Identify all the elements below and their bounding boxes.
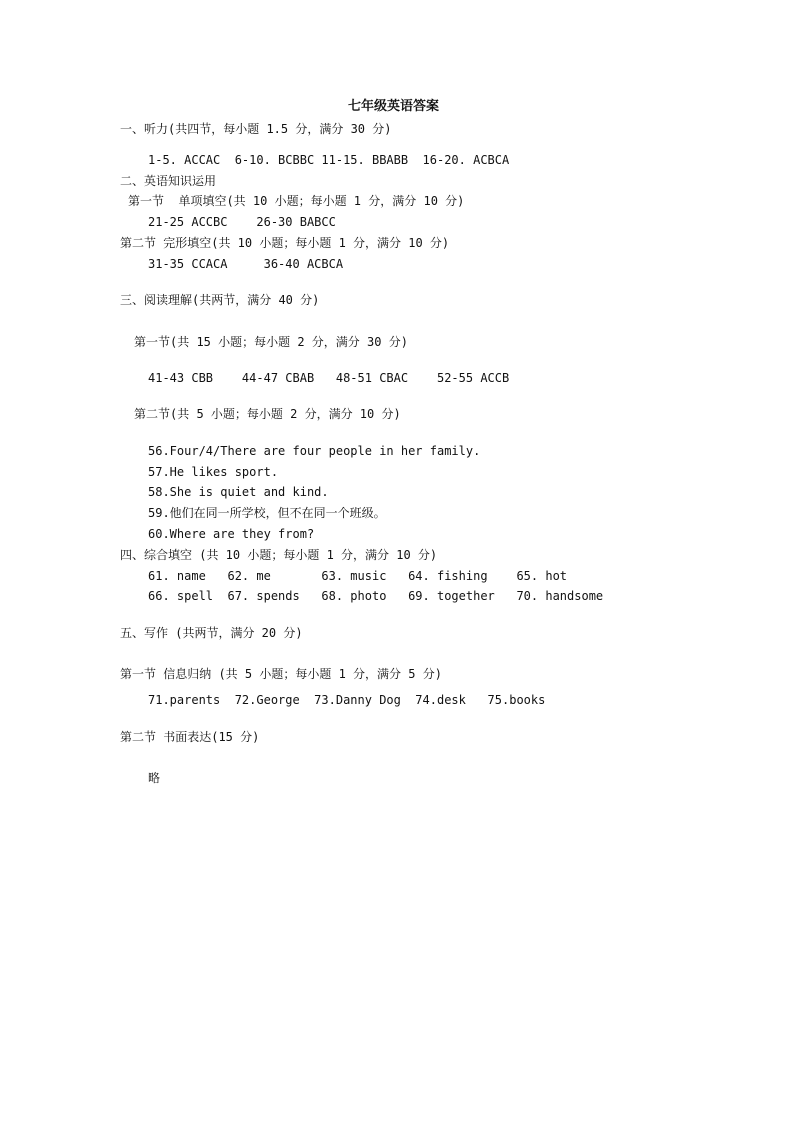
answer-line-71-75: 71.parents 72.George 73.Danny Dog 74.desk 75.books [148, 693, 546, 707]
answer-line-31-40: 31-35 CCACA 36-40 ACBCA [148, 257, 344, 271]
answer-line-1-20: 1-5. ACCAC 6-10. BCBBC 11-15. BBABB 16-20. ACBCA [148, 153, 510, 167]
document-title: 七年级英语答案 [348, 99, 440, 114]
section-fill-in-heading: 四、综合填空 (共 10 小题；每小题 1 分，满分 10 分) [120, 548, 438, 562]
subsection-cloze-heading: 第二节 完形填空(共 10 小题；每小题 1 分，满分 10 分) [120, 236, 450, 250]
answer-line-61-65: 61. name 62. me 63. music 64. fishing 65. hot [148, 569, 568, 583]
subsection-single-choice-heading: 第一节 单项填空(共 10 小题；每小题 1 分，满分 10 分) [128, 194, 465, 208]
written-expression-answer: 略 [148, 771, 161, 785]
section-listening-heading: 一、听力(共四节，每小题 1.5 分，满分 30 分) [120, 122, 392, 136]
answer-line-21-30: 21-25 ACCBC 26-30 BABCC [148, 215, 336, 229]
answer-line-66-70: 66. spell 67. spends 68. photo 69. together 70. handsome [148, 589, 604, 603]
subsection-written-expression-heading: 第二节 书面表达(15 分) [120, 730, 260, 744]
answer-60: 60.Where are they from? [148, 527, 315, 541]
subsection-reading-part2-heading: 第二节(共 5 小题；每小题 2 分，满分 10 分) [134, 407, 401, 421]
subsection-reading-part1-heading: 第一节(共 15 小题；每小题 2 分，满分 30 分) [134, 335, 408, 349]
answer-58: 58.She is quiet and kind. [148, 485, 329, 499]
section-knowledge-heading: 二、英语知识运用 [120, 174, 217, 188]
answer-59: 59.他们在同一所学校，但不在同一个班级。 [148, 506, 386, 520]
answer-56: 56.Four/4/There are four people in her family. [148, 444, 481, 458]
section-writing-heading: 五、写作 (共两节，满分 20 分) [120, 626, 303, 640]
section-reading-heading: 三、阅读理解(共两节，满分 40 分) [120, 293, 320, 307]
subsection-info-summary-heading: 第一节 信息归纳 (共 5 小题；每小题 1 分，满分 5 分) [120, 667, 442, 681]
answer-57: 57.He likes sport. [148, 465, 279, 479]
answer-line-41-55: 41-43 CBB 44-47 CBAB 48-51 CBAC 52-55 ACCB [148, 371, 510, 385]
